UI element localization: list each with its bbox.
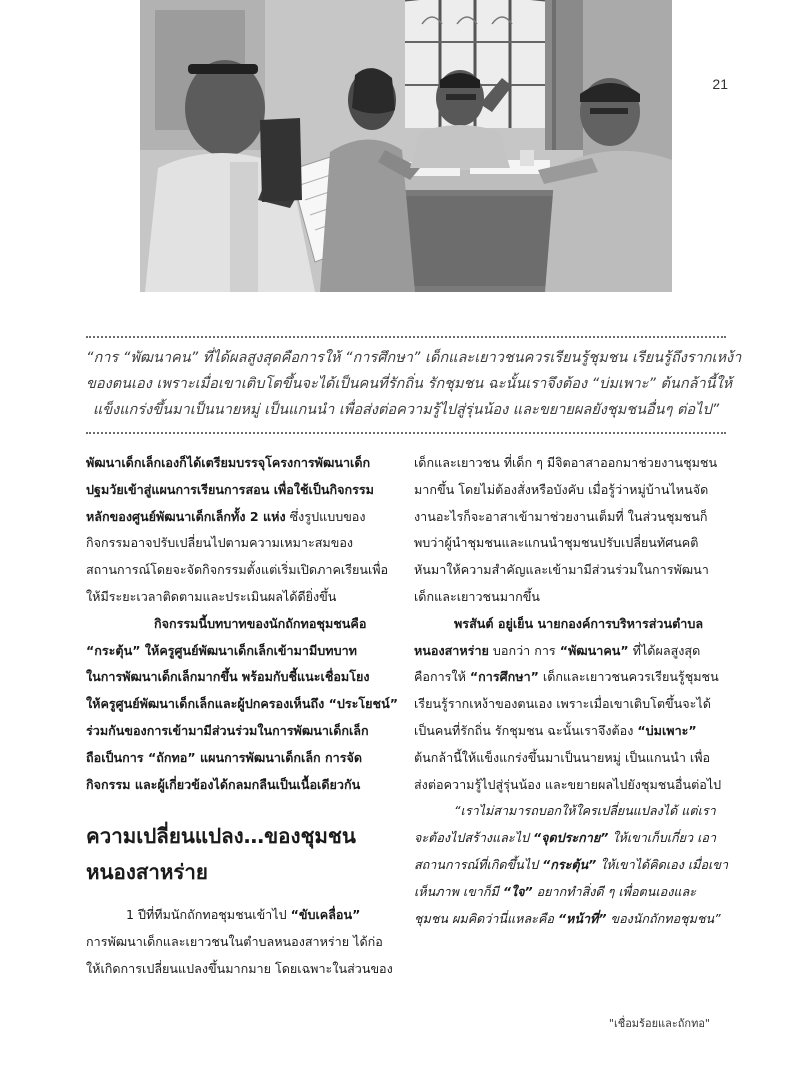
section-heading bbox=[86, 818, 404, 890]
left-column bbox=[86, 450, 404, 983]
text-span: ให้เขาเก็บเกี่ยว เอา bbox=[608, 830, 717, 846]
text-line: พรสันต์ อยู่เย็น นายกองค์การบริหารส่วนตำบล bbox=[454, 615, 704, 631]
text-line: ถือเป็นการ “ถักทอ” แผนการพัฒนาเด็กเล็ก การจัด bbox=[86, 749, 363, 765]
text-line: เรียนรู้รากเหง้าของตนเอง เพราะเมื่อเขาเติบโตขึ้นจะได้ bbox=[414, 696, 711, 712]
text-span: เด็กและเยาวชนควรเรียนรู้ชุมชน bbox=[538, 669, 719, 685]
text-line: มากขึ้น โดยไม่ต้องสั่งหรือบังคับ เมื่อรู้ว่าหมู่บ้านไหนจัด bbox=[414, 481, 709, 497]
footer-title: "เชื่อมร้อยและถักทอ" bbox=[608, 1017, 710, 1030]
pull-quote bbox=[86, 345, 742, 423]
paragraph-youth bbox=[414, 450, 732, 611]
pull-quote-line: แข็งแกร่งขึ้นมาเป็นนายหมู่ เป็นแกนนำ เพื่อส่งต่อความรู้ไปสู่รุ่นน้อง และขยายผลยังชุมชนอื่นๆ ต่อไป” bbox=[92, 402, 720, 418]
text-line: กิจกรรม และผู้เกี่ยวข้องได้กลมกลืนเป็นเนื้อเดียวกัน bbox=[86, 776, 361, 792]
heading-line: หนองสาหร่าย bbox=[86, 860, 208, 885]
meeting-illustration bbox=[140, 0, 672, 292]
text-span: คือการให้ bbox=[414, 669, 470, 685]
text-line: งานอะไรก็จะอาสาเข้ามาช่วยงานเต็มที่ ในส่วนชุมชนก็ bbox=[414, 508, 708, 524]
text-line: สถานการณ์โดยจะจัดกิจกรรมตั้งแต่เริ่มเปิดภาคเรียนเพื่อ bbox=[86, 562, 389, 578]
emphasis: “ใจ” bbox=[502, 883, 533, 899]
text-line: ให้เกิดการเปลี่ยนแปลงขึ้นมากมาย โดยเฉพาะในส่วนของ bbox=[86, 960, 393, 976]
text-line: กิจกรรมนี้บทบาทของนักถักทอชุมชนคือ bbox=[154, 615, 367, 631]
text-line: “กระตุ้น” ให้ครูศูนย์พัฒนาเด็กเล็กเข้ามามีบทบาท bbox=[86, 642, 357, 658]
divider-top bbox=[86, 336, 726, 338]
text-span: ให้เขาได้คิดเอง เมื่อเขา bbox=[596, 856, 729, 872]
right-column bbox=[414, 450, 732, 932]
text-span: สถานการณ์ที่เกิดขึ้นไป bbox=[414, 856, 543, 872]
text-span: ที่ได้ผลสูงสุด bbox=[628, 642, 701, 658]
text-line: ให้ครูศูนย์พัฒนาเด็กเล็กและผู้ปกครองเห็นถึง “ประโยชน์” bbox=[86, 696, 398, 712]
emphasis: “พัฒนาคน” bbox=[559, 642, 629, 658]
emphasis: “กระตุ้น” bbox=[542, 856, 597, 872]
text-line: พัฒนาเด็กเล็กเองก็ได้เตรียมบรรจุโครงการพัฒนาเด็ก bbox=[86, 455, 371, 470]
text-line: เด็กและเยาวชน ที่เด็ก ๆ มีจิตอาสาออกมาช่วยงานชุมชน bbox=[414, 455, 718, 470]
text-span: เห็นภาพ เขาก็มี bbox=[414, 883, 503, 899]
text-span: ชุมชน ผมคิดว่านี่แหละคือ bbox=[414, 910, 558, 926]
paragraph-mayor bbox=[414, 611, 732, 799]
emphasis: “หน้าที่” bbox=[557, 910, 607, 926]
text-span: จะต้องไปสร้างและไป bbox=[414, 830, 533, 846]
text-span: บอกว่า การ bbox=[488, 642, 560, 658]
text-line: ส่งต่อความรู้ไปสู่รุ่นน้อง และขยายผลไปยังชุมชนอื่นต่อไป bbox=[414, 776, 722, 792]
emphasis: “ขับเคลื่อน” bbox=[290, 907, 361, 923]
text-line: ในการพัฒนาเด็กเล็กมากขึ้น พร้อมกับชี้แนะเชื่อมโยง bbox=[86, 669, 370, 685]
paragraph-role bbox=[86, 611, 404, 799]
paragraph-intro bbox=[86, 450, 404, 611]
emphasis: หนองสาหร่าย bbox=[414, 642, 489, 658]
text-span: เป็นคนที่รักถิ่น รักชุมชน ฉะนั้นเราจึงต้อง bbox=[414, 722, 638, 738]
page-number: 21 bbox=[712, 76, 728, 92]
text-line: เด็กและเยาวชนมากขึ้น bbox=[414, 588, 540, 604]
emphasis: “การศึกษา” bbox=[469, 669, 539, 685]
text-line: หลักของศูนย์พัฒนาเด็กเล็กทั้ง 2 แห่ง bbox=[86, 508, 286, 524]
divider-bottom bbox=[86, 432, 726, 434]
paragraph-change bbox=[86, 902, 404, 982]
text-line: “เราไม่สามารถบอกให้ใครเปลี่ยนแปลงได้ แต่เรา bbox=[454, 803, 716, 819]
pull-quote-line: “การ “พัฒนาคน” ที่ได้ผลสูงสุดคือการให้ “การศึกษา” เด็กและเยาวชนควรเรียนรู้ชุมชน เรียนรู้ถึงรากเหง้า bbox=[86, 350, 742, 366]
text-line: ซึ่งรูปแบบของ bbox=[285, 508, 366, 524]
emphasis: “จุดประกาย” bbox=[532, 830, 609, 846]
emphasis: “บ่มเพาะ” bbox=[637, 722, 697, 738]
text-line: หันมาให้ความสำคัญและเข้ามามีส่วนร่วมในการพัฒนา bbox=[414, 562, 709, 578]
text-line: พบว่าผู้นำชุมชนและแกนนำชุมชนปรับเปลี่ยนทัศนคติ bbox=[414, 535, 699, 551]
text-line: การพัฒนาเด็กและเยาวชนในตำบลหนองสาหร่าย ได้ก่อ bbox=[86, 934, 383, 950]
text-line: กิจกรรมอาจปรับเปลี่ยนไปตามความเหมาะสมของ bbox=[86, 535, 354, 551]
pull-quote-line: ของตนเอง เพราะเมื่อเขาเติบโตขึ้นจะได้เป็นคนที่รักถิ่น รักชุมชน ฉะนั้นเราจึงต้อง “บ่มเพาะ” ต้นกล้านี้ให้ bbox=[86, 376, 733, 392]
text-line: ร่วมกันของการเข้ามามีส่วนร่วมในการพัฒนาเด็กเล็ก bbox=[86, 722, 369, 738]
text-line: ปฐมวัยเข้าสู่แผนการเรียนการสอน เพื่อใช้เป็นกิจกรรม bbox=[86, 481, 374, 497]
text-line: ต้นกล้านี้ให้แข็งแกร่งขึ้นมาเป็นนายหมู่ เป็นแกนนำ เพื่อ bbox=[414, 749, 711, 765]
text-line: 1 ปีที่ทีมนักถักทอชุมชนเข้าไป bbox=[126, 907, 291, 923]
meeting-photo bbox=[140, 0, 672, 292]
heading-line: ความเปลี่ยนแปลง…ของชุมชน bbox=[86, 824, 356, 849]
text-line: ให้มีระยะเวลาติดตามและประเมินผลได้ดียิ่งขึ้น bbox=[86, 588, 337, 604]
text-span: ของนักถักทอชุมชน” bbox=[606, 910, 721, 926]
text-span: อยากทำสิ่งดี ๆ เพื่อตนเองและ bbox=[532, 883, 696, 899]
paragraph-quote bbox=[414, 798, 732, 932]
